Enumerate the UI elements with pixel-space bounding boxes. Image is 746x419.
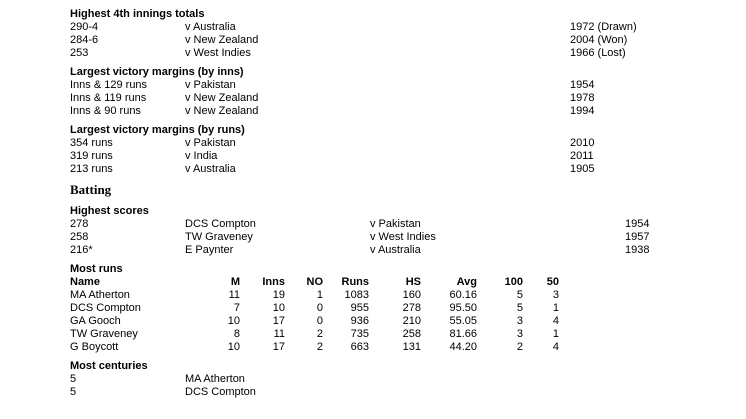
col-header-no: NO [306,276,323,288]
stat-100: 5 [516,302,523,314]
stat-runs: 1083 [344,289,369,301]
stat-avg: 95.50 [449,302,477,314]
col-header-name: Name [70,276,100,288]
table-row [70,302,559,315]
table-row [70,289,559,302]
player-name: TW Graveney [70,328,138,340]
section-most-centuries [70,360,746,399]
player-name: GA Gooch [70,315,121,327]
col-header-m: M [230,276,240,288]
col-header-avg: Avg [456,276,477,288]
stat-hs: 278 [402,302,421,314]
stat-50: 4 [552,315,559,327]
record-row [70,47,746,60]
record-score: 258 [70,231,89,243]
record-value: Inns & 90 runs [70,105,141,117]
batting-heading: Batting [70,182,112,197]
record-year: 1994 [570,105,595,117]
record-row [70,34,746,47]
stat-50: 4 [552,341,559,353]
section-title: Largest victory margins (by inns) [70,66,244,78]
col-header-runs: Runs [341,276,369,288]
record-year: 1957 [625,231,650,243]
record-year: 1954 [570,79,595,91]
player-name: MA Atherton [70,289,130,301]
record-year: 1972 (Drawn) [570,21,637,33]
record-row [70,21,746,34]
record-row [70,150,746,163]
stat-no: 1 [316,289,323,301]
record-row [70,163,746,176]
centuries-count: 5 [70,373,77,385]
stat-runs: 955 [350,302,369,314]
record-value: 319 runs [70,150,113,162]
centuries-count: 5 [70,386,77,398]
record-year: 1938 [625,244,650,256]
record-value: 290-4 [70,21,99,33]
record-opponent: v Australia [185,21,236,33]
record-row [70,218,746,231]
record-row [70,231,746,244]
record-value: 253 [70,47,89,59]
col-header-inns: Inns [262,276,285,288]
stat-runs: 936 [350,315,369,327]
record-row [70,92,746,105]
record-year: 2011 [570,150,594,162]
record-year: 1978 [570,92,595,104]
record-year: 1966 (Lost) [570,47,626,59]
stat-avg: 44.20 [449,341,477,353]
stat-100: 3 [516,328,523,340]
record-year: 2010 [570,137,595,149]
stat-avg: 60.16 [449,289,477,301]
section-title: Highest scores [70,205,149,217]
stat-50: 1 [552,302,559,314]
table-row [70,315,559,328]
stat-50: 1 [552,328,559,340]
stat-100: 5 [516,289,523,301]
player-name: DCS Compton [185,218,256,230]
player-name: DCS Compton [185,386,256,398]
record-row [70,244,746,257]
stat-m: 11 [228,289,240,301]
record-value: 284-6 [70,34,99,46]
section-highest-4th-innings-totals [70,8,746,60]
table-header-row [70,276,559,289]
table-row [70,328,559,341]
record-year: 2004 (Won) [570,34,628,46]
stat-inns: 19 [272,289,285,301]
stat-100: 2 [516,341,523,353]
record-row [70,79,746,92]
stat-no: 0 [316,315,323,327]
section-largest-victory-margins-by-runs [70,124,746,176]
stat-hs: 258 [402,328,421,340]
record-row [70,105,746,118]
player-name: DCS Compton [70,302,141,314]
stat-m: 10 [227,315,240,327]
record-year: 1905 [570,163,595,175]
record-opponent: v Pakistan [185,79,236,91]
stat-no: 0 [316,302,323,314]
stat-avg: 55.05 [449,315,477,327]
col-header-100: 100 [504,276,523,288]
player-name: G Boycott [70,341,119,353]
record-value: Inns & 119 runs [70,92,147,104]
record-year: 1954 [625,218,650,230]
player-name: TW Graveney [185,231,253,243]
record-opponent: v Pakistan [370,218,421,230]
most-runs-table [70,276,559,354]
record-score: 216* [70,244,93,256]
record-row [70,373,746,386]
player-name: E Paynter [185,244,234,256]
record-value: Inns & 129 runs [70,79,148,91]
record-opponent: v West Indies [185,47,251,59]
record-row [70,386,746,399]
record-row [70,137,746,150]
stat-m: 10 [227,341,240,353]
stat-runs: 735 [350,328,369,340]
section-title: Most runs [70,263,123,275]
record-value: 213 runs [70,163,113,175]
stat-no: 2 [316,328,323,340]
stat-hs: 131 [402,341,421,353]
section-highest-scores [70,205,746,257]
record-opponent: v New Zealand [185,34,259,46]
record-opponent: v West Indies [370,231,436,243]
stat-m: 7 [233,302,240,314]
record-opponent: v New Zealand [185,105,259,117]
section-most-runs [70,263,746,354]
section-largest-victory-margins-by-inns [70,66,746,118]
stat-100: 3 [516,315,523,327]
record-opponent: v Pakistan [185,137,236,149]
record-opponent: v Australia [185,163,236,175]
player-name: MA Atherton [185,373,245,385]
table-row [70,341,559,354]
col-header-hs: HS [405,276,421,288]
stat-hs: 210 [402,315,421,327]
stat-m: 8 [233,328,240,340]
record-score: 278 [70,218,89,230]
stat-hs: 160 [402,289,421,301]
stat-runs: 663 [350,341,369,353]
stat-inns: 17 [272,341,285,353]
stat-no: 2 [316,341,323,353]
stat-avg: 81.66 [449,328,477,340]
record-opponent: v New Zealand [185,92,259,104]
record-opponent: v India [185,150,218,162]
section-title: Most centuries [70,360,148,372]
col-header-50: 50 [546,276,559,288]
stat-inns: 17 [272,315,285,327]
section-title: Largest victory margins (by runs) [70,124,245,136]
stat-inns: 11 [273,328,285,340]
stat-50: 3 [552,289,559,301]
record-opponent: v Australia [370,244,421,256]
record-value: 354 runs [70,137,113,149]
stat-inns: 10 [272,302,285,314]
section-title: Highest 4th innings totals [70,8,205,20]
